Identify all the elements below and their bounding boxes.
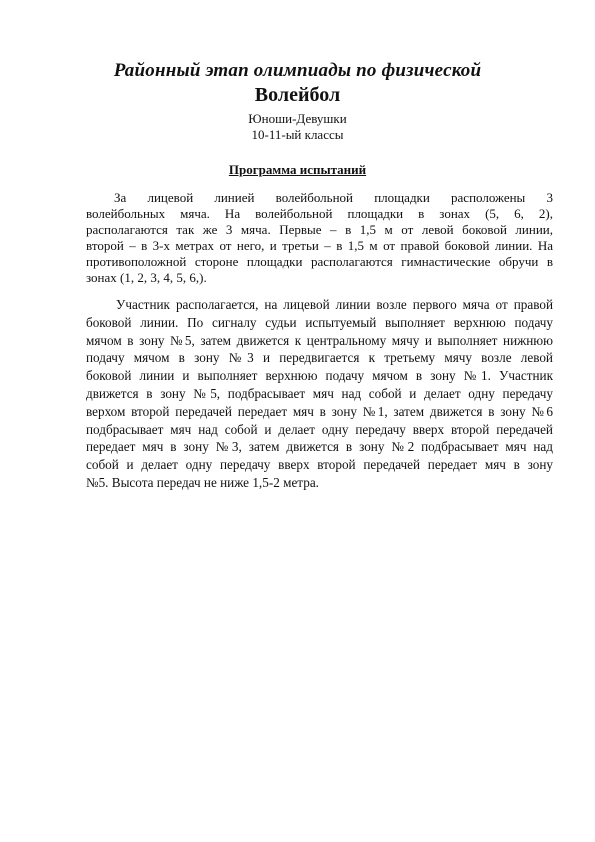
- paragraph-line: располагаются так же 3 мяча. Первые – в 1,5 м от левой боковой линии,: [86, 222, 553, 237]
- procedure-paragraph: [86, 296, 553, 492]
- paragraph-line: противоположной стороне площадки располагаются гимнастические обручи в: [86, 254, 553, 269]
- paragraph-line: зонах (1, 2, 3, 4, 5, 6,).: [86, 270, 207, 285]
- paragraph-line: №5. Высота передач не ниже 1,5-2 метра.: [86, 474, 319, 490]
- paragraph-line: собой и делает одну передачу вверх второй передачей передает мяч в зону: [86, 457, 553, 473]
- paragraph-line: Участник располагается, на лицевой линии возле первого мяча от правой: [116, 297, 553, 312]
- setup-paragraph: [86, 190, 553, 286]
- paragraph-line: второй – в 3-х метрах от него, и третьи – в 1,5 м от правой боковой линии. На: [86, 238, 553, 253]
- paragraph-line: За лицевой линией волейбольной площадки расположены 3: [114, 190, 553, 205]
- paragraph-line: волейбольных мяча. На волейбольной площадки в зонах (5, 6, 2),: [86, 206, 553, 221]
- paragraph-line: подачу мячом в зону №3 и передвигается к третьему мячу возле левой: [86, 350, 553, 366]
- paragraph-line: подбрасывает мяч над собой и делает одну передачу вверх второй передачей: [86, 421, 553, 437]
- paragraph-line: передает мяч в зону №3, затем движется в зону №2 подбрасывает мяч над: [86, 439, 553, 455]
- paragraph-line: боковой линии. По сигналу судьи испытуемый выполняет верхнюю подачу: [86, 314, 553, 330]
- paragraph-line: мячом в зону №5, затем движется к центральному мячу и выполняет нижнюю: [86, 332, 553, 348]
- paragraph-line: боковой линии и выполняет верхнюю подачу мячом в зону №1. Участник: [86, 368, 553, 384]
- section-heading: Программа испытаний: [228, 162, 367, 177]
- paragraph-line: верхом второй передачей передает мяч в зону №1, затем движется в зону №6: [86, 403, 553, 419]
- document-title: Районный этап олимпиады по физической: [113, 60, 482, 81]
- sport-title: Волейбол: [254, 84, 341, 106]
- grade-level: 10-11-ый классы: [251, 127, 344, 142]
- participant-category: Юноши-Девушки: [248, 111, 347, 126]
- paragraph-line: движется в зону №5, подбрасывает мяч над собой и делает одну передачу: [86, 385, 553, 401]
